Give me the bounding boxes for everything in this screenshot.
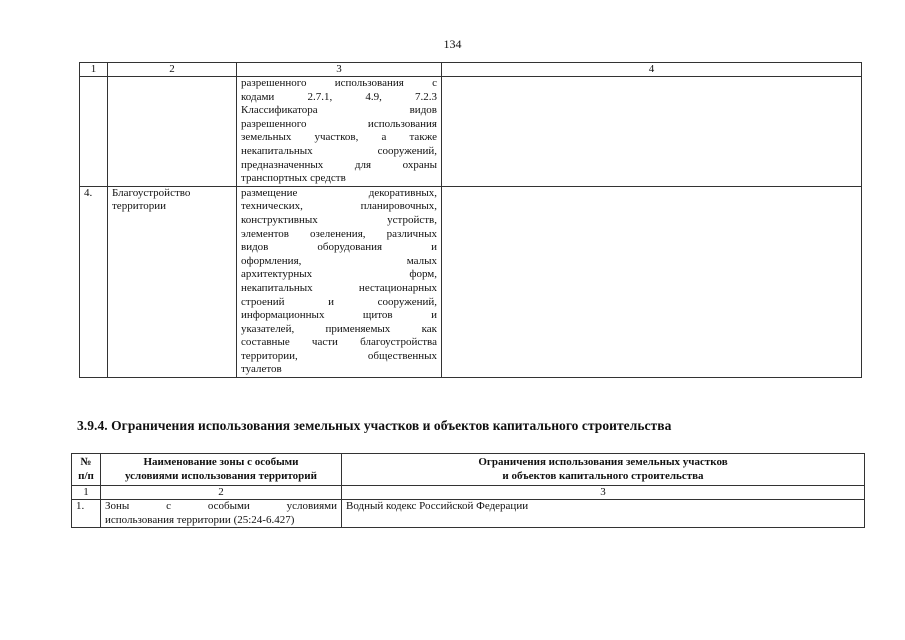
table-row bbox=[80, 186, 862, 377]
header-zone-name bbox=[101, 454, 342, 486]
description-line: размещение декоративных, bbox=[241, 186, 437, 199]
description-line: технических, планировочных, bbox=[241, 200, 437, 213]
header-line: и объектов капитального строительства bbox=[502, 469, 704, 482]
column-number-3: 3 bbox=[342, 486, 865, 500]
column-number-2: 2 bbox=[101, 486, 342, 500]
table-row bbox=[72, 500, 865, 528]
zone-line: Зоны с особыми условиями bbox=[105, 500, 337, 512]
description-line: информационных щитов и bbox=[241, 309, 437, 322]
description-line: транспортных средств bbox=[241, 172, 346, 185]
section-heading: 3.9.4. Ограничения использования земельных участков и объектов капитального строительства bbox=[77, 418, 672, 433]
column-4-cell bbox=[442, 77, 862, 187]
column-number-1: 1 bbox=[80, 63, 108, 77]
description-line: указателей, применяемых как bbox=[241, 322, 437, 335]
header-line: Ограничения использования земельных участков bbox=[478, 456, 728, 468]
restrictions-table bbox=[71, 453, 865, 528]
description-line: разрешенного использования bbox=[241, 117, 437, 130]
description-line: разрешенного использования с bbox=[241, 77, 437, 89]
description-line: конструктивных устройств, bbox=[241, 213, 437, 226]
name-line: Благоустройство bbox=[112, 186, 191, 199]
row-number: 4. bbox=[80, 186, 108, 377]
usage-description bbox=[237, 186, 442, 377]
column-numbers-row bbox=[80, 63, 862, 77]
column-4-cell bbox=[442, 186, 862, 377]
description-line: строений и сооружений, bbox=[241, 295, 437, 308]
column-numbers-row bbox=[72, 486, 865, 500]
header-row bbox=[72, 454, 865, 486]
column-number-2: 2 bbox=[108, 63, 237, 77]
description-line: туалетов bbox=[241, 363, 282, 376]
row-number bbox=[80, 77, 108, 187]
zone-name bbox=[101, 500, 342, 528]
header-line: № bbox=[80, 456, 92, 468]
row-number: 1. bbox=[72, 500, 101, 528]
header-restrictions bbox=[342, 454, 865, 486]
description-line: составные части благоустройства bbox=[241, 336, 437, 349]
header-line: условиями использования территорий bbox=[125, 469, 317, 482]
column-number-1: 1 bbox=[72, 486, 101, 500]
description-line: архитектурных форм, bbox=[241, 268, 437, 281]
restriction-text: Водный кодекс Российской Федерации bbox=[342, 500, 865, 528]
description-line: видов оборудования и bbox=[241, 241, 437, 254]
column-number-4: 4 bbox=[442, 63, 862, 77]
description-line: оформления, малых bbox=[241, 254, 437, 267]
description-line: предназначенных для охраны bbox=[241, 158, 437, 171]
description-line: земельных участков, а также bbox=[241, 131, 437, 144]
description-line: некапитальных нестационарных bbox=[241, 281, 437, 294]
description-line: элементов озеленения, различных bbox=[241, 227, 437, 240]
header-line: Наименование зоны с особыми bbox=[143, 456, 299, 468]
column-number-3: 3 bbox=[237, 63, 442, 77]
table-row bbox=[80, 77, 862, 187]
usage-type-name bbox=[108, 77, 237, 187]
zones-usage-table bbox=[79, 62, 862, 378]
name-line: территории bbox=[112, 200, 167, 213]
description-line: территории, общественных bbox=[241, 349, 437, 362]
description-line: кодами 2.7.1, 4.9, 7.2.3 bbox=[241, 90, 437, 103]
description-line: Классификатора видов bbox=[241, 104, 437, 117]
usage-description bbox=[237, 77, 442, 187]
header-number bbox=[72, 454, 101, 486]
usage-type-name bbox=[108, 186, 237, 377]
zone-line: использования территории (25:24-6.427) bbox=[105, 513, 295, 526]
header-line: п/п bbox=[78, 469, 94, 482]
description-line: некапитальных сооружений, bbox=[241, 144, 437, 157]
page-number: 134 bbox=[443, 37, 462, 51]
